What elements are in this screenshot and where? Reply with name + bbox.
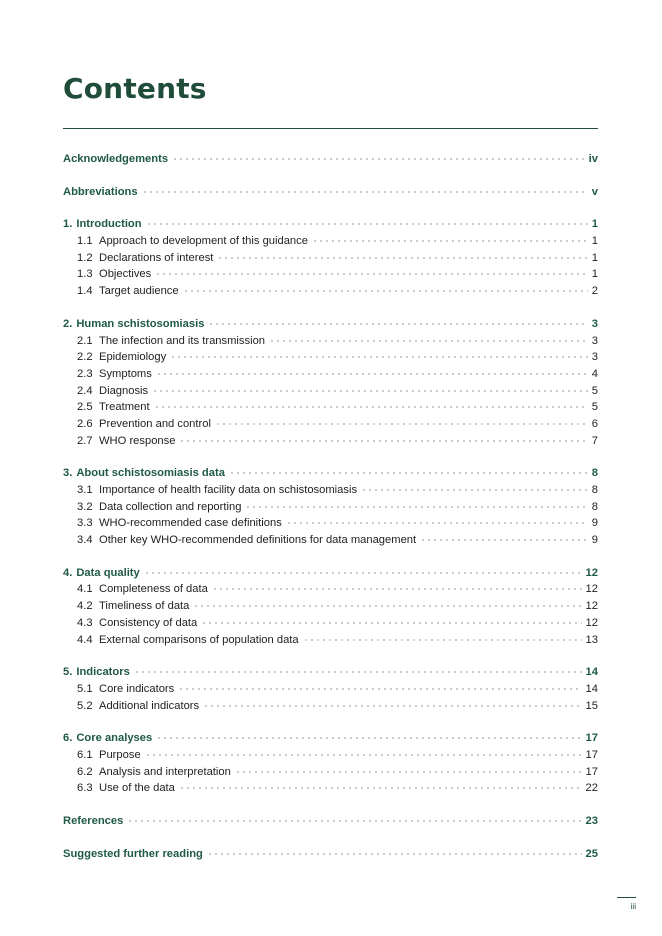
dot-leader	[245, 502, 587, 510]
toc-subsection-entry[interactable]	[63, 233, 598, 250]
toc-entry-label: Additional indicators	[99, 699, 200, 712]
table-of-contents	[63, 151, 598, 878]
page-title: Contents	[63, 72, 207, 105]
toc-entry-label: Abbreviations	[63, 185, 138, 198]
toc-section	[63, 216, 598, 299]
toc-entry-label: Prevention and control	[99, 417, 211, 430]
dot-leader	[156, 369, 588, 377]
toc-entry-number: 2.5	[77, 401, 93, 414]
toc-subsection-entry[interactable]	[63, 681, 598, 698]
toc-section	[63, 151, 598, 168]
toc-section-entry[interactable]	[63, 216, 598, 233]
toc-section-entry[interactable]	[63, 151, 598, 168]
toc-entry-label: Symptoms	[99, 367, 152, 380]
toc-subsection-entry[interactable]	[63, 615, 598, 632]
dot-leader	[144, 568, 582, 576]
toc-entry-number: 4.3	[77, 616, 93, 629]
toc-entry-number: 2.3	[77, 367, 93, 380]
toc-subsection-entry[interactable]	[63, 499, 598, 516]
dot-leader	[179, 436, 587, 444]
toc-entry-label: Acknowledgements	[63, 153, 169, 165]
toc-entry-page: 9	[591, 534, 598, 547]
toc-section-entry[interactable]	[63, 184, 598, 201]
dot-leader	[208, 319, 587, 327]
toc-entry-label: Timeliness of data	[99, 600, 190, 613]
toc-entry-page: 25	[585, 847, 598, 860]
dot-leader	[152, 386, 588, 394]
toc-entry-label: Objectives	[99, 268, 152, 281]
toc-entry-label: Diagnosis	[99, 384, 149, 397]
toc-entry-number: 3.2	[77, 500, 93, 513]
toc-section	[63, 316, 598, 450]
toc-entry-page: 6	[591, 417, 598, 430]
toc-entry-number: 6.	[63, 732, 73, 745]
dot-leader	[229, 468, 588, 476]
toc-entry-page: 9	[591, 517, 598, 530]
toc-entry-page: 8	[591, 500, 598, 513]
toc-entry-label: Core indicators	[99, 682, 175, 695]
toc-entry-label: WHO response	[99, 434, 176, 447]
toc-entry-number: 3.4	[77, 534, 93, 547]
toc-entry-label: Consistency of data	[99, 616, 198, 629]
toc-entry-label: External comparisons of population data	[99, 633, 299, 646]
toc-entry-number: 2.7	[77, 434, 93, 447]
toc-entry-number: 6.3	[77, 782, 93, 795]
toc-entry-number: 2.4	[77, 384, 93, 397]
toc-subsection-entry[interactable]	[63, 349, 598, 366]
toc-entry-number: 4.4	[77, 633, 93, 646]
toc-entry-label: Data collection and reporting	[99, 500, 242, 513]
toc-entry-number: 5.1	[77, 682, 93, 695]
dot-leader	[201, 618, 581, 626]
toc-entry-page: 7	[591, 434, 598, 447]
dot-leader	[235, 767, 582, 775]
toc-entry-page: 4	[591, 367, 598, 380]
dot-leader	[207, 849, 582, 857]
toc-entry-page: 17	[585, 732, 598, 745]
toc-entry-label: Indicators	[76, 666, 130, 679]
toc-entry-page: iv	[588, 153, 598, 165]
toc-entry-page: 8	[591, 467, 598, 480]
toc-subsection-entry[interactable]	[63, 250, 598, 267]
toc-entry-number: 1.2	[77, 251, 93, 264]
toc-entry-label: Use of the data	[99, 782, 175, 795]
toc-entry-label: Purpose	[99, 748, 141, 761]
toc-entry-page: v	[591, 185, 598, 198]
dot-leader	[203, 701, 581, 709]
toc-entry-label: Suggested further reading	[63, 847, 203, 860]
dot-leader	[134, 667, 582, 675]
toc-subsection-entry[interactable]	[63, 581, 598, 598]
title-divider	[63, 128, 598, 129]
toc-entry-label: Completeness of data	[99, 583, 208, 596]
toc-entry-page: 3	[591, 334, 598, 347]
toc-entry-number: 1.4	[77, 285, 93, 298]
toc-entry-label: Treatment	[99, 401, 150, 414]
toc-subsection-entry[interactable]	[63, 399, 598, 416]
toc-entry-page: 17	[585, 748, 598, 761]
toc-subsection-entry[interactable]	[63, 283, 598, 300]
toc-section	[63, 730, 598, 797]
toc-entry-page: 12	[585, 616, 598, 629]
toc-section-entry[interactable]	[63, 846, 598, 863]
toc-entry-number: 2.	[63, 317, 73, 330]
toc-subsection-entry[interactable]	[63, 383, 598, 400]
toc-entry-number: 1.	[63, 218, 73, 231]
toc-entry-label: Approach to development of this guidance	[99, 235, 308, 248]
toc-entry-page: 5	[591, 384, 598, 397]
dot-leader	[212, 584, 582, 592]
dot-leader	[146, 219, 588, 227]
toc-entry-number: 4.2	[77, 600, 93, 613]
dot-leader	[312, 236, 588, 244]
toc-entry-page: 14	[585, 682, 598, 695]
toc-entry-label: WHO-recommended case definitions	[99, 517, 282, 530]
toc-section	[63, 664, 598, 714]
toc-entry-label: Data quality	[76, 566, 140, 579]
toc-entry-page: 12	[585, 583, 598, 596]
toc-entry-page: 13	[585, 633, 598, 646]
toc-section-entry[interactable]	[63, 664, 598, 681]
toc-subsection-entry[interactable]	[63, 764, 598, 781]
toc-section-entry[interactable]	[63, 316, 598, 333]
toc-entry-label: Introduction	[76, 218, 142, 231]
toc-entry-page: 22	[585, 782, 598, 795]
footer-divider	[617, 897, 636, 898]
toc-entry-page: 1	[591, 268, 598, 281]
toc-subsection-entry[interactable]	[63, 416, 598, 433]
toc-section	[63, 813, 598, 830]
toc-entry-number: 2.6	[77, 417, 93, 430]
toc-subsection-entry[interactable]	[63, 515, 598, 532]
toc-entry-page: 2	[591, 285, 598, 298]
toc-entry-number: 3.3	[77, 517, 93, 530]
dot-leader	[269, 336, 588, 344]
toc-section	[63, 465, 598, 548]
toc-subsection-entry[interactable]	[63, 632, 598, 649]
dot-leader	[155, 269, 588, 277]
toc-entry-page: 1	[591, 251, 598, 264]
toc-entry-page: 14	[585, 666, 598, 679]
footer-page-number: iii	[630, 902, 636, 911]
toc-entry-number: 6.2	[77, 765, 93, 778]
toc-entry-label: Declarations of interest	[99, 251, 214, 264]
toc-entry-page: 8	[591, 484, 598, 496]
toc-entry-page: 3	[591, 317, 598, 330]
toc-subsection-entry[interactable]	[63, 266, 598, 283]
toc-entry-number: 3.	[63, 467, 73, 480]
dot-leader	[303, 635, 582, 643]
dot-leader	[172, 154, 585, 162]
toc-subsection-entry[interactable]	[63, 780, 598, 797]
toc-entry-page: 15	[585, 699, 598, 712]
toc-entry-page: 12	[585, 600, 598, 613]
dot-leader	[145, 750, 582, 758]
toc-subsection-entry[interactable]	[63, 747, 598, 764]
toc-entry-label: Epidemiology	[99, 351, 167, 364]
dot-leader	[193, 601, 581, 609]
toc-entry-label: References	[63, 815, 124, 827]
toc-entry-label: Core analyses	[76, 732, 153, 745]
toc-entry-label: Other key WHO-recommended definitions for data management	[99, 534, 417, 547]
toc-entry-label: Target audience	[99, 285, 179, 298]
dot-leader	[170, 352, 588, 360]
toc-section	[63, 184, 598, 201]
toc-entry-number: 2.1	[77, 334, 93, 347]
toc-entry-page: 12	[585, 566, 598, 579]
toc-entry-number: 4.1	[77, 583, 93, 596]
toc-entry-number: 4.	[63, 566, 73, 579]
dot-leader	[142, 187, 588, 195]
toc-subsection-entry[interactable]	[63, 698, 598, 715]
dot-leader	[178, 684, 581, 692]
toc-entry-label: Human schistosomiasis	[76, 317, 205, 330]
dot-leader	[361, 485, 588, 493]
toc-entry-page: 1	[591, 235, 598, 248]
toc-subsection-entry[interactable]	[63, 482, 598, 499]
toc-subsection-entry[interactable]	[63, 366, 598, 383]
toc-entry-label: About schistosomiasis data	[76, 467, 225, 480]
toc-entry-number: 5.2	[77, 699, 93, 712]
toc-entry-page: 23	[585, 815, 598, 827]
toc-entry-page: 5	[591, 401, 598, 414]
toc-section-entry[interactable]	[63, 813, 598, 830]
dot-leader	[156, 733, 581, 741]
dot-leader	[154, 402, 588, 410]
toc-subsection-entry[interactable]	[63, 532, 598, 549]
dot-leader	[215, 419, 588, 427]
dot-leader	[179, 783, 582, 791]
dot-leader	[420, 535, 588, 543]
dot-leader	[217, 253, 587, 261]
toc-section-entry[interactable]	[63, 730, 598, 747]
toc-section	[63, 565, 598, 648]
dot-leader	[127, 816, 581, 824]
toc-section-entry[interactable]	[63, 565, 598, 582]
dot-leader	[183, 286, 588, 294]
dot-leader	[286, 518, 588, 526]
toc-entry-number: 1.1	[77, 235, 93, 248]
toc-entry-label: Importance of health facility data on schistosomiasis	[99, 484, 358, 496]
toc-subsection-entry[interactable]	[63, 333, 598, 350]
toc-entry-number: 2.2	[77, 351, 93, 364]
toc-entry-label: The infection and its transmission	[99, 334, 266, 347]
toc-entry-page: 3	[591, 351, 598, 364]
toc-section-entry[interactable]	[63, 465, 598, 482]
toc-section	[63, 846, 598, 863]
toc-subsection-entry[interactable]	[63, 598, 598, 615]
toc-entry-number: 1.3	[77, 268, 93, 281]
toc-entry-number: 5.	[63, 666, 73, 679]
toc-subsection-entry[interactable]	[63, 433, 598, 450]
toc-entry-number: 6.1	[77, 748, 93, 761]
toc-entry-number: 3.1	[77, 484, 93, 496]
toc-entry-page: 1	[591, 218, 598, 231]
toc-entry-page: 17	[585, 765, 598, 778]
toc-entry-label: Analysis and interpretation	[99, 765, 231, 778]
